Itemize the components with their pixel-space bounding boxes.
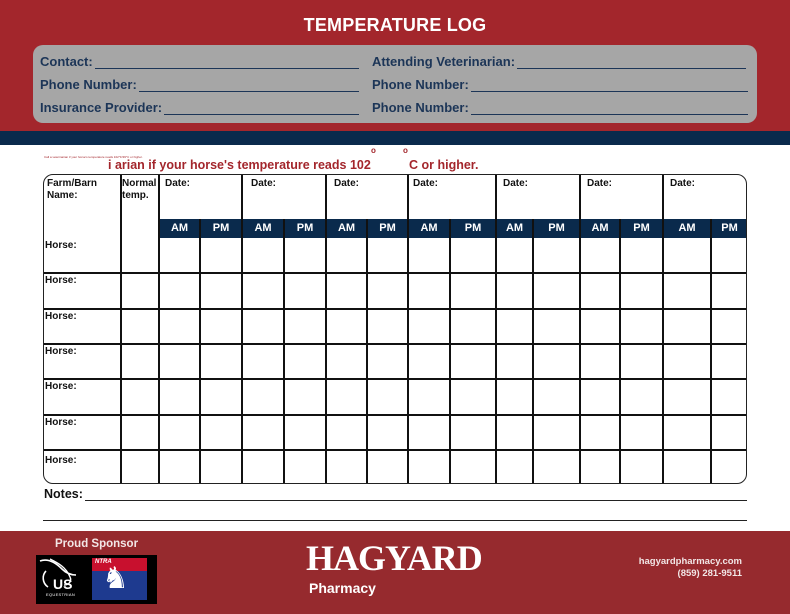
am-pm-divider: [710, 219, 712, 484]
row-divider: [44, 449, 747, 451]
racing-horse-icon: ♞: [102, 562, 129, 595]
contact-label: Contact:: [40, 54, 93, 69]
ntra-text: NTRA: [95, 559, 112, 565]
attending-veterinarian-field[interactable]: [372, 53, 746, 69]
farm-barn-name-header: Farm/Barn Name:: [47, 178, 98, 201]
temperature-log-table: [43, 174, 747, 484]
date-header-2[interactable]: Date:: [251, 178, 277, 189]
temperature-warning: i arian if your horse's temperature reads 102: [108, 158, 371, 172]
us-equestrian-logo: [36, 555, 90, 604]
header-banner: [0, 0, 790, 131]
am-label: AM: [170, 222, 189, 234]
notes-input-line-2[interactable]: [43, 520, 747, 521]
sponsor-logos: [36, 555, 157, 604]
column-divider: [662, 175, 664, 484]
row-divider: [44, 414, 747, 416]
temperature-warning-suffix: C or higher.: [409, 158, 479, 172]
horse-row-label-3[interactable]: Horse:: [45, 311, 77, 322]
degree-symbol: o: [403, 146, 408, 155]
am-label: AM: [254, 222, 272, 234]
am-pm-divider: [532, 219, 534, 484]
pm-label: PM: [464, 222, 482, 234]
date-header-7[interactable]: Date:: [670, 178, 696, 189]
us-equestrian-us-text: US: [53, 576, 73, 592]
website-link[interactable]: hagyardpharmacy.com: [638, 556, 742, 567]
row-divider: [44, 308, 747, 310]
column-divider: [325, 175, 327, 484]
phone-number-field[interactable]: [40, 76, 359, 92]
degree-symbol: o: [371, 146, 376, 155]
horse-row-label-4[interactable]: Horse:: [45, 346, 77, 357]
pm-label: PM: [548, 222, 565, 234]
footer-banner: [0, 531, 790, 614]
am-pm-divider: [619, 219, 621, 484]
am-label: AM: [337, 222, 356, 234]
insurance-provider-field[interactable]: [40, 99, 359, 115]
phone-number-input-line[interactable]: [139, 80, 359, 92]
hagyard-logo: HAGYARD: [306, 538, 482, 578]
pm-label: PM: [296, 222, 314, 234]
column-divider: [158, 175, 160, 484]
column-divider: [579, 175, 581, 484]
horse-row-label-5[interactable]: Horse:: [45, 381, 77, 392]
column-divider: [120, 175, 122, 484]
pm-label: PM: [212, 222, 230, 234]
fine-print-note: Call a veterinarian if your horse's temperature reads 102°F/39°C or higher.: [44, 155, 143, 159]
column-divider: [407, 175, 409, 484]
vet-phone-number-label: Phone Number:: [372, 77, 469, 92]
ntra-logo: [92, 558, 147, 600]
contact-field[interactable]: [40, 53, 359, 69]
us-equestrian-sub-text: EQUESTRIAN: [46, 592, 76, 597]
date-header-4[interactable]: Date:: [413, 178, 439, 189]
pharmacy-subtitle: Pharmacy: [309, 580, 376, 596]
vet-phone-number-input-line[interactable]: [471, 80, 748, 92]
date-header-3[interactable]: Date:: [334, 178, 360, 189]
horse-row-label-7[interactable]: Horse:: [45, 455, 77, 466]
vet-phone-number-2-label: Phone Number:: [372, 100, 469, 115]
notes-label: Notes:: [44, 487, 83, 501]
pm-label: PM: [721, 222, 738, 234]
column-divider: [495, 175, 497, 484]
date-header-5[interactable]: Date:: [503, 178, 529, 189]
contact-input-line[interactable]: [95, 57, 359, 69]
am-label: AM: [420, 222, 438, 234]
horse-row-label-6[interactable]: Horse:: [45, 417, 77, 428]
row-divider: [44, 343, 747, 345]
am-label: AM: [678, 222, 696, 234]
horse-row-label-1[interactable]: Horse:: [45, 240, 77, 251]
insurance-provider-input-line[interactable]: [164, 103, 359, 115]
am-label: AM: [505, 222, 524, 234]
contact-info-box: [33, 45, 757, 123]
horse-row-label-2[interactable]: Horse:: [45, 275, 77, 286]
date-header-1[interactable]: Date:: [165, 178, 191, 189]
row-divider: [44, 378, 747, 380]
date-header-6[interactable]: Date:: [587, 178, 613, 189]
attending-veterinarian-input-line[interactable]: [517, 57, 746, 69]
vet-phone-number-2-input-line[interactable]: [471, 103, 748, 115]
attending-veterinarian-label: Attending Veterinarian:: [372, 54, 516, 69]
vet-phone-number-2-field[interactable]: [372, 99, 748, 115]
am-pm-divider: [283, 219, 285, 484]
am-pm-divider: [366, 219, 368, 484]
column-divider: [241, 175, 243, 484]
divider-band: [0, 131, 790, 145]
row-divider: [44, 272, 747, 274]
notes-input-line-1[interactable]: [85, 500, 747, 501]
pm-label: PM: [633, 222, 650, 234]
am-pm-divider: [449, 219, 451, 484]
pm-label: PM: [379, 222, 396, 234]
am-pm-divider: [199, 219, 201, 484]
normal-temp-header: Normal temp.: [122, 178, 157, 201]
insurance-provider-label: Insurance Provider:: [40, 100, 163, 115]
vet-phone-number-field[interactable]: [372, 76, 748, 92]
phone-number-label: Phone Number:: [40, 77, 137, 92]
am-label: AM: [591, 222, 609, 234]
page-title: TEMPERATURE LOG: [303, 15, 487, 35]
phone-number: (859) 281-9511: [677, 568, 742, 579]
proud-sponsor-label: Proud Sponsor: [55, 538, 139, 550]
